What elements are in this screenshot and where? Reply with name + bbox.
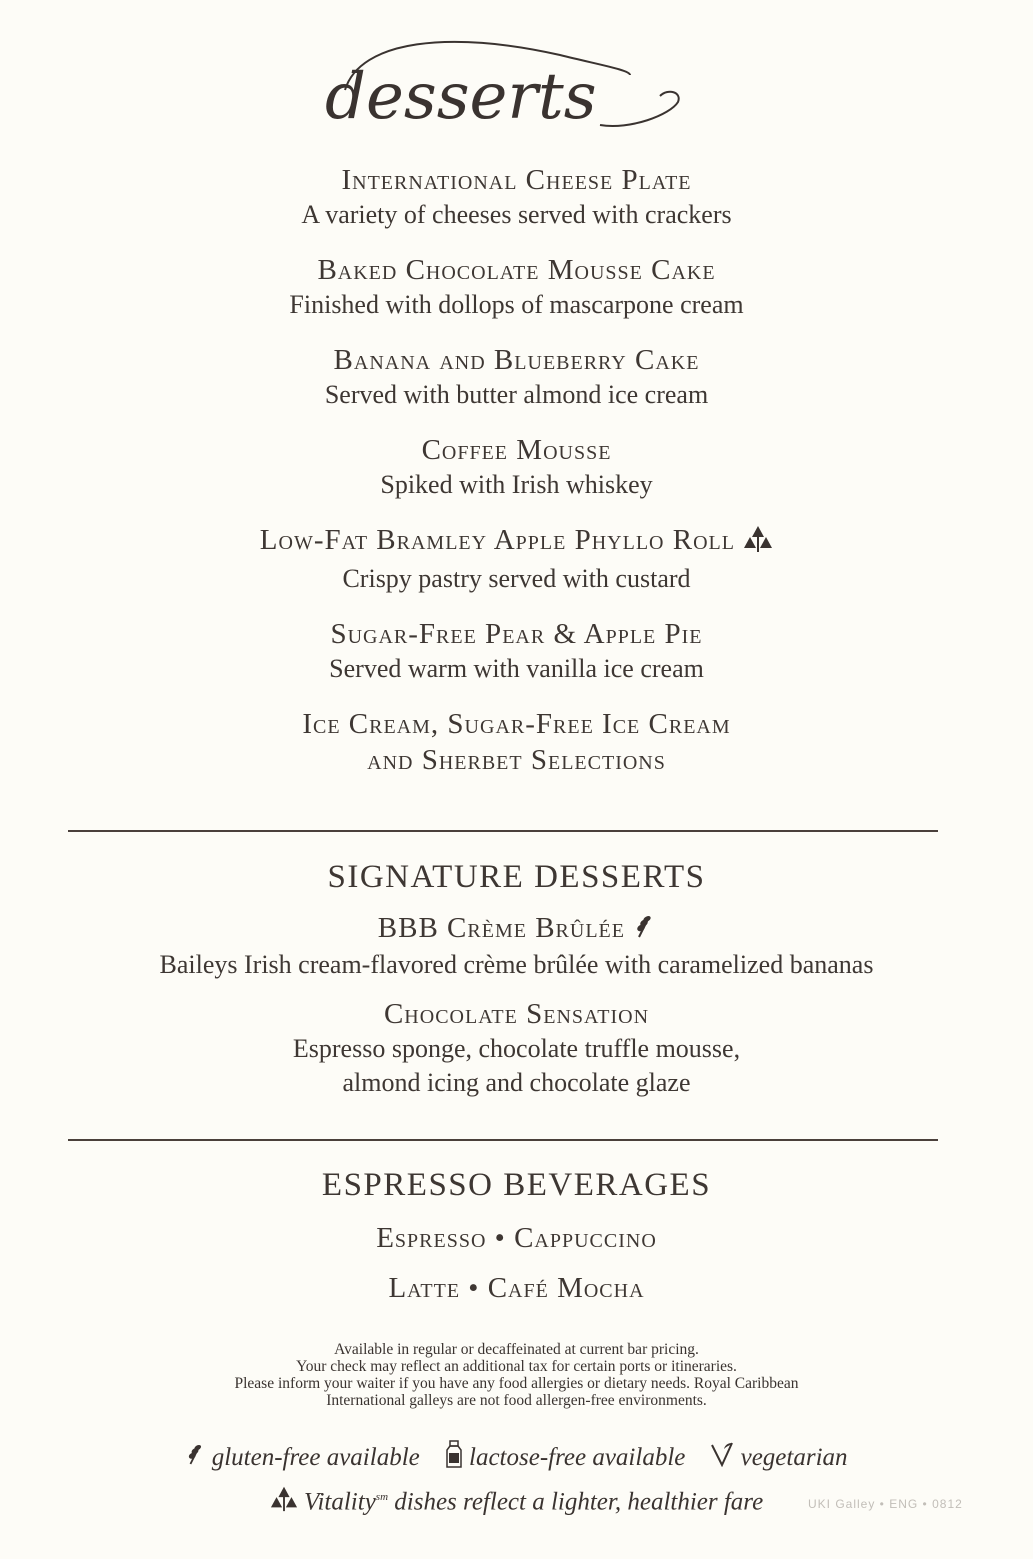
espresso-line-2 xyxy=(0,1270,1033,1306)
item-desc: Finished with dollops of mascarpone cream xyxy=(289,290,744,319)
list-item xyxy=(0,432,1033,502)
list-item xyxy=(0,522,1033,596)
bullet: • xyxy=(494,1222,506,1254)
item-desc: Served warm with vanilla ice cream xyxy=(329,653,704,683)
espresso-section xyxy=(0,1164,1033,1306)
service-mark: sm xyxy=(375,1491,389,1503)
drink-latte: Latte xyxy=(388,1272,461,1304)
item-name: BBB Crème Brûlée xyxy=(377,912,625,944)
desserts-title xyxy=(300,30,720,140)
legend-line-1 xyxy=(0,1440,1033,1479)
list-item xyxy=(0,162,1033,232)
desserts-title-text: desserts xyxy=(325,60,597,134)
list-item xyxy=(0,910,1033,982)
vegetarian-icon xyxy=(710,1441,734,1478)
list-item xyxy=(0,616,1033,686)
item-name: Banana and Blueberry Cake xyxy=(333,344,700,376)
legend-vegetarian: vegetarian xyxy=(740,1444,848,1472)
note-line: Your check may reflect an additional tax for certain ports or itineraries. xyxy=(296,1358,737,1375)
item-name: Chocolate Sensation xyxy=(383,998,650,1031)
desserts-script-heading xyxy=(300,30,720,140)
item-name-line1: Ice Cream, Sugar-Free Ice Cream xyxy=(302,707,731,740)
drink-espresso: Espresso xyxy=(376,1222,487,1254)
vitality-icon xyxy=(270,1484,298,1523)
list-item xyxy=(0,342,1033,412)
list-item xyxy=(0,996,1033,1100)
item-name: International Cheese Plate xyxy=(341,164,692,196)
vitality-icon xyxy=(743,523,773,562)
item-name-line2: and Sherbet Selections xyxy=(367,743,666,776)
legend-gluten-free: gluten-free available xyxy=(211,1444,420,1472)
item-name: Low-Fat Bramley Apple Phyllo Roll xyxy=(259,524,735,556)
note-line: Available in regular or decaffeinated at current bar pricing. xyxy=(334,1341,699,1358)
dessert-list xyxy=(0,162,1033,798)
section-title: SIGNATURE DESSERTS xyxy=(327,859,706,895)
item-desc-line2: almond icing and chocolate glaze xyxy=(342,1068,691,1098)
item-name: Baked Chocolate Mousse Cake xyxy=(317,254,716,286)
section-title: ESPRESSO BEVERAGES xyxy=(321,1167,712,1203)
list-item xyxy=(0,252,1033,322)
list-item xyxy=(0,706,1033,778)
lactose-free-icon xyxy=(445,1440,463,1479)
note-line: International galleys are not food allergen-free environments. xyxy=(326,1392,707,1409)
item-desc: Served with butter almond ice cream xyxy=(324,380,709,409)
espresso-line-1 xyxy=(0,1220,1033,1256)
item-desc: Crispy pastry served with custard xyxy=(342,563,691,593)
signature-section xyxy=(0,856,1033,1120)
gluten-free-icon xyxy=(633,912,655,948)
notes xyxy=(0,1341,1033,1409)
item-name: Sugar-Free Pear & Apple Pie xyxy=(330,617,703,650)
bullet: • xyxy=(468,1272,480,1304)
legend-vitality: Vitality xyxy=(304,1488,376,1516)
item-name: Coffee Mousse xyxy=(421,434,612,466)
divider xyxy=(68,1139,938,1141)
legend-lactose-free: lactose-free available xyxy=(469,1444,686,1472)
print-code: UKI Galley • ENG • 0812 xyxy=(808,1497,963,1511)
drink-cappuccino: Cappuccino xyxy=(514,1222,657,1254)
item-desc: Spiked with Irish whiskey xyxy=(380,470,653,499)
item-desc: Baileys Irish cream-flavored crème brûlée with caramelized bananas xyxy=(159,950,874,980)
item-desc-line1: Espresso sponge, chocolate truffle mousse, xyxy=(292,1034,741,1064)
gluten-free-icon xyxy=(185,1441,205,1478)
legend-vitality-desc: dishes reflect a lighter, healthier fare xyxy=(388,1488,764,1516)
note-line: Please inform your waiter if you have any food allergies or dietary needs. Royal Caribbean xyxy=(234,1375,799,1392)
divider xyxy=(68,830,938,832)
item-desc: A variety of cheeses served with crackers xyxy=(301,200,732,229)
drink-cafe-mocha: Café Mocha xyxy=(487,1272,645,1304)
